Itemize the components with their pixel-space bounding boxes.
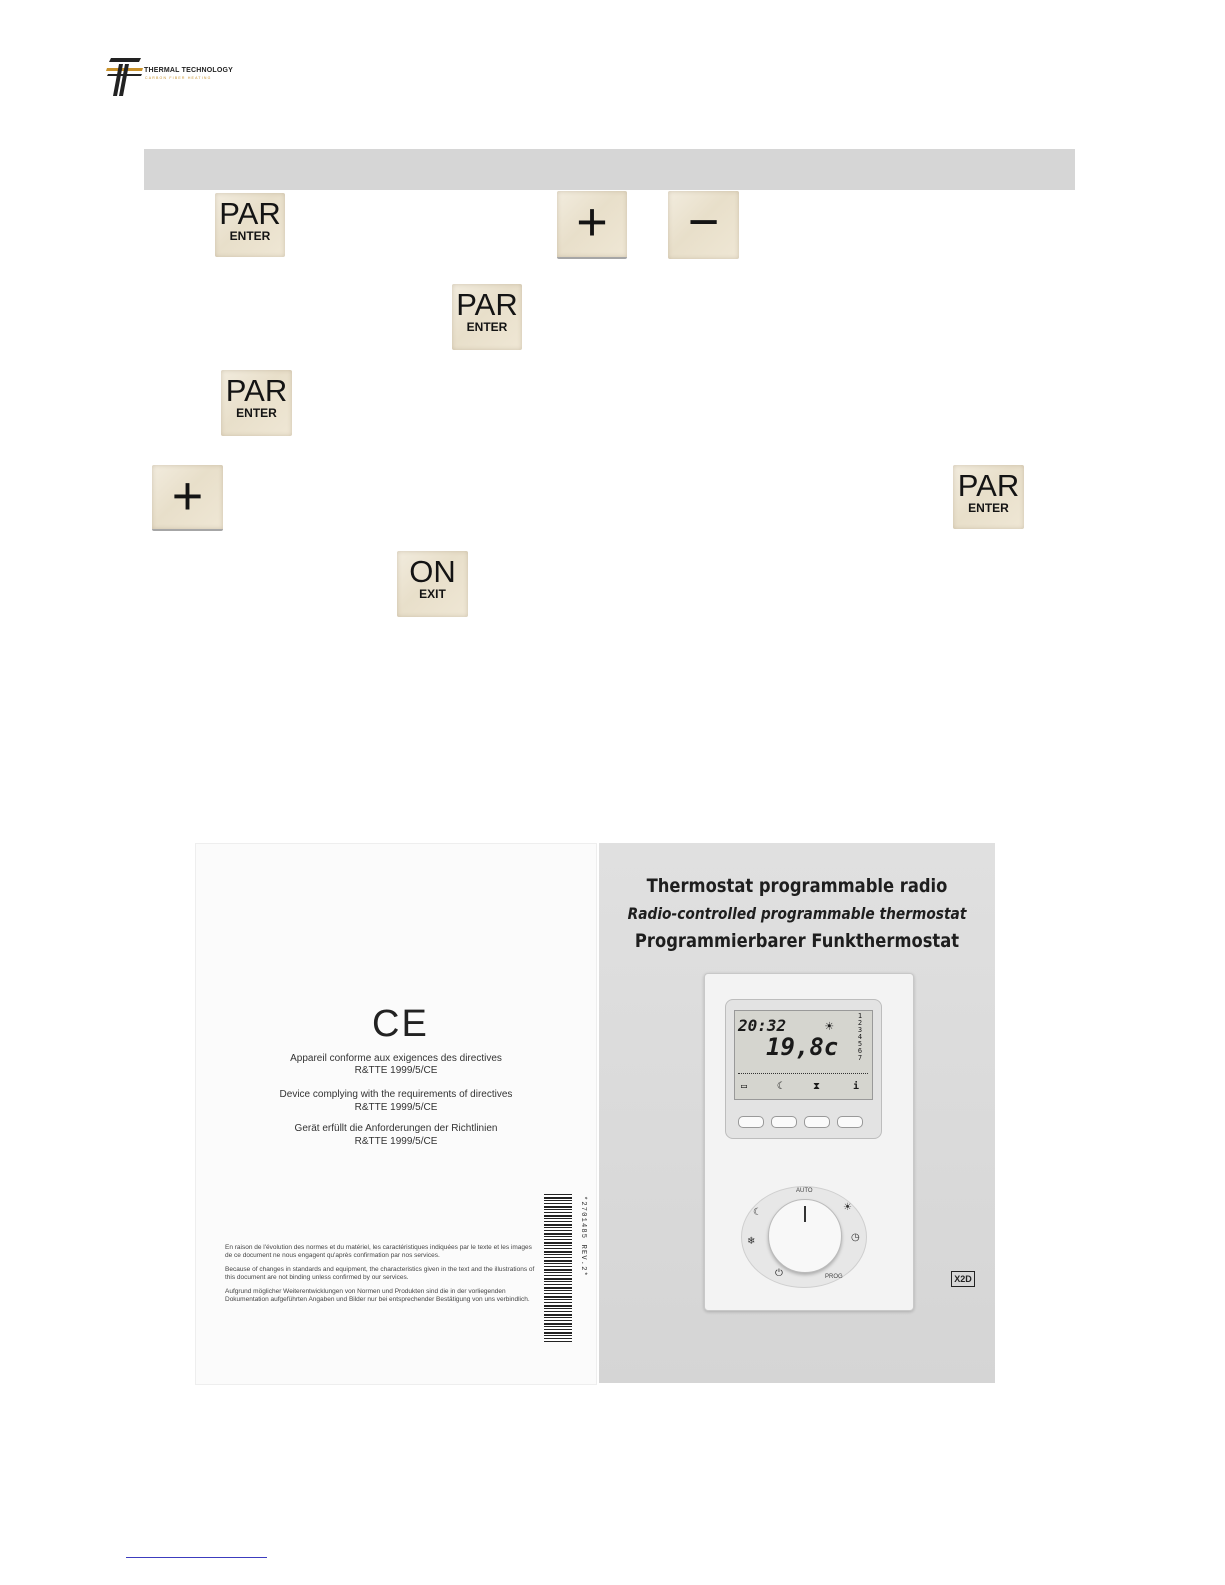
- moon-icon: ☾: [753, 1207, 762, 1218]
- par-enter-key: PAR ENTER: [452, 284, 522, 350]
- sun-icon: ☀: [825, 1019, 834, 1035]
- cert-fr-line2: R&TTE 1999/5/CE: [354, 1065, 438, 1076]
- lcd-temperature: 19,8c: [766, 1033, 839, 1061]
- plus-key: +: [557, 191, 627, 259]
- snowflake-icon: ❄: [747, 1236, 756, 1247]
- footer-link-underline: [126, 1557, 267, 1558]
- on-exit-key: ON EXIT: [397, 551, 468, 617]
- par-enter-key: PAR ENTER: [215, 193, 285, 257]
- disclaimer-en: Because of changes in standards and equipment, the characteristics given in the text and the illustrations of this document are not binding unless confirmed by our services.: [225, 1266, 535, 1281]
- logo-tagline: CARBON FIBER HEATING: [145, 76, 212, 80]
- logo-name: THERMAL TECHNOLOGY: [144, 67, 234, 74]
- cert-de-line2: R&TTE 1999/5/CE: [354, 1136, 438, 1147]
- title-de: Programmierbarer Funkthermostat: [634, 930, 960, 952]
- lcd-info-icon: i: [853, 1081, 860, 1092]
- device-button-2: [771, 1116, 797, 1128]
- device-button-4: [837, 1116, 863, 1128]
- barcode-number: *2701485 REV.2*: [579, 1196, 587, 1278]
- display-panel: [725, 999, 882, 1139]
- title-en: Radio-controlled programmable thermostat: [627, 904, 967, 923]
- thermal-technology-logo: [105, 52, 245, 100]
- cert-de-line1: Gerät erfüllt die Anforderungen der Richtlinien: [294, 1123, 498, 1134]
- par-enter-key: PAR ENTER: [953, 465, 1024, 529]
- lcd-hourglass-icon: ⧗: [813, 1081, 821, 1092]
- mode-dial: [768, 1199, 842, 1273]
- device-button-3: [804, 1116, 830, 1128]
- minus-key: −: [668, 191, 739, 259]
- lcd-mode-icon: ▭: [741, 1081, 748, 1092]
- lcd-moon-icon: ☾: [777, 1081, 784, 1092]
- disclaimer-fr: En raison de l'évolution des normes et du matériel, les caractéristiques indiquées par le texte et les images de ce document ne nous engagent qu'après confirmation par nos services.: [225, 1244, 532, 1259]
- power-icon: ⏻: [775, 1268, 783, 1279]
- cert-en-line2: R&TTE 1999/5/CE: [354, 1102, 438, 1113]
- manual-back-cover: [195, 843, 597, 1385]
- device-button-1: [738, 1116, 764, 1128]
- par-enter-key: PAR ENTER: [221, 370, 292, 436]
- ce-mark: CE: [372, 1003, 429, 1045]
- cert-en-line1: Device complying with the requirements of directives: [279, 1089, 513, 1100]
- dial-label-auto: AUTO: [796, 1188, 813, 1194]
- plus-key: +: [152, 465, 223, 531]
- barcode: [544, 1194, 572, 1342]
- section-header-bar: [144, 149, 1075, 190]
- lcd-time: 20:32: [738, 1016, 787, 1035]
- cert-fr-line1: Appareil conforme aux exigences des directives: [290, 1053, 502, 1064]
- manual-front-cover: [599, 843, 995, 1383]
- logo-mark-icon: [105, 52, 145, 100]
- clock-icon: ◷: [851, 1232, 860, 1243]
- sun-icon: ☀: [843, 1202, 852, 1213]
- lcd-screen: [734, 1010, 873, 1100]
- dial-label-prog: PROG: [825, 1274, 843, 1280]
- title-fr: Thermostat programmable radio: [646, 875, 948, 897]
- dial-pointer: [804, 1206, 806, 1222]
- lcd-hour-scale: [738, 1073, 868, 1077]
- x2d-logo: X2D: [951, 1271, 975, 1287]
- lcd-day-numbers: 1 2 3 4 5 6 7: [857, 1012, 863, 1062]
- disclaimer-de: Aufgrund möglicher Weiterentwicklungen von Normen und Produkten sind die in der vorliegenden Dokumentation aufgeführten Angaben und Bilder nur bei entsprechender Bestätigung von uns verbindlich.: [225, 1288, 530, 1303]
- thermostat-device: [704, 973, 914, 1311]
